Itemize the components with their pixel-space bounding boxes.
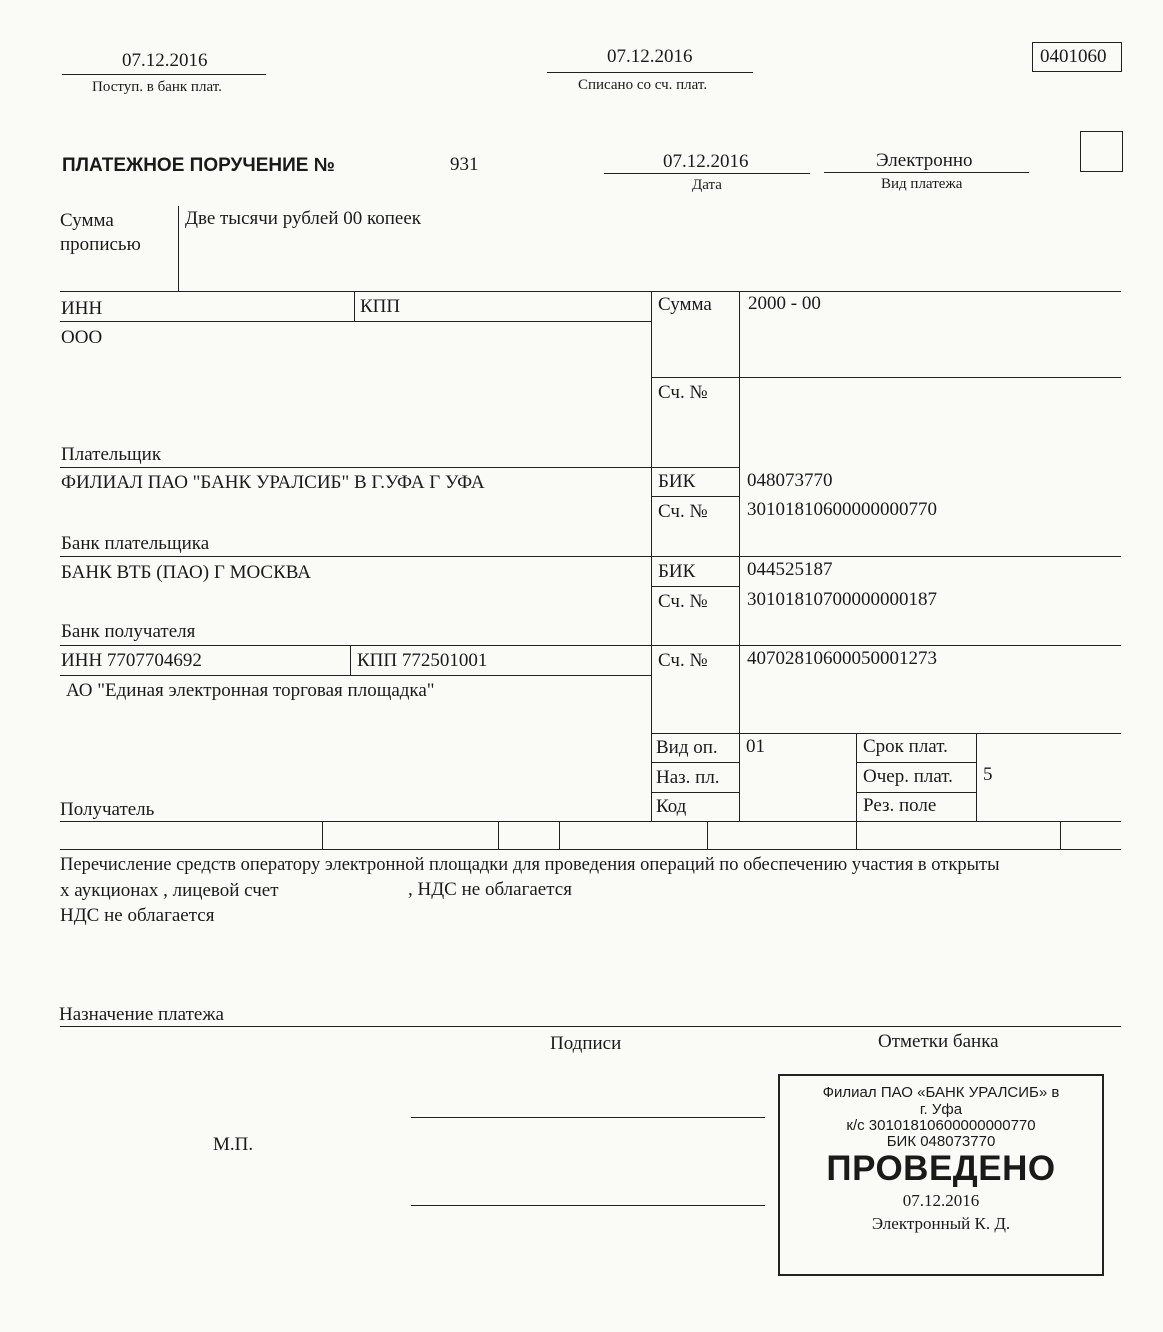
stamp-line-4: БИК 048073770 bbox=[886, 1133, 996, 1150]
payer-bank-caption: Банк плательщика bbox=[61, 533, 210, 554]
details-top-line bbox=[651, 733, 1121, 734]
payee-bank-bik: 044525187 bbox=[747, 559, 833, 580]
payer-bank-bik: 048073770 bbox=[747, 470, 833, 491]
order-title: ПЛАТЕЖНОЕ ПОРУЧЕНИЕ № bbox=[62, 155, 335, 176]
payee-bank-name: БАНК ВТБ (ПАО) Г МОСКВА bbox=[61, 562, 311, 583]
payer-bank-account-label: Сч. № bbox=[658, 501, 708, 522]
received-caption: Поступ. в банк плат. bbox=[92, 79, 222, 95]
bank-marks-label: Отметки банка bbox=[878, 1031, 999, 1052]
order-date: 07.12.2016 bbox=[663, 151, 749, 172]
amount-line bbox=[651, 377, 1121, 378]
payee-inn: ИНН 7707704692 bbox=[61, 650, 202, 671]
order-date-line bbox=[604, 173, 810, 174]
payer-inn-label: ИНН bbox=[61, 298, 103, 319]
op-type-value: 01 bbox=[746, 736, 765, 757]
stamp-place-label: М.П. bbox=[213, 1134, 254, 1155]
reserve-label: Рез. поле bbox=[863, 795, 937, 816]
signatures-label: Подписи bbox=[550, 1033, 622, 1054]
priority-line bbox=[856, 792, 976, 793]
amount-words-divider bbox=[178, 206, 179, 292]
payer-caption: Плательщик bbox=[61, 444, 162, 465]
received-date-line bbox=[62, 74, 266, 75]
debited-date: 07.12.2016 bbox=[607, 46, 693, 67]
payer-amount-label: Сумма bbox=[658, 294, 712, 315]
term-label: Срок плат. bbox=[863, 736, 948, 757]
payment-type-line bbox=[824, 172, 1029, 173]
payer-bank-bik-label: БИК bbox=[658, 471, 696, 492]
tax-cell-divider-3 bbox=[559, 821, 560, 849]
signature-line-2 bbox=[411, 1205, 765, 1206]
purpose-line-2a: х аукционах , лицевой счет bbox=[60, 880, 279, 901]
stamp-date: 07.12.2016 bbox=[902, 1191, 980, 1210]
received-date: 07.12.2016 bbox=[122, 50, 208, 71]
term-line bbox=[856, 762, 976, 763]
payer-account-label: Сч. № bbox=[658, 382, 708, 403]
tax-cell-divider-6 bbox=[1060, 821, 1061, 849]
order-date-caption: Дата bbox=[692, 177, 722, 193]
payer-account-bottom-line bbox=[651, 467, 739, 468]
form-code: 0401060 bbox=[1040, 46, 1107, 67]
stamp-status: ПРОВЕДЕНО bbox=[826, 1149, 1056, 1188]
stamp-line-1: Филиал ПАО «БАНК УРАЛСИБ» в bbox=[822, 1084, 1060, 1101]
payee-name: АО "Единая электронная торговая площадка" bbox=[66, 680, 435, 701]
purpose-line bbox=[60, 1026, 1121, 1027]
priority-label: Очер. плат. bbox=[863, 766, 953, 787]
purpose-line-3: НДС не облагается bbox=[60, 905, 215, 926]
details-vertical-3 bbox=[856, 733, 857, 821]
amount-words-label-2: прописью bbox=[60, 234, 141, 255]
op-type-label: Вид оп. bbox=[656, 737, 718, 758]
details-vertical-4 bbox=[976, 733, 977, 821]
op-type-line bbox=[651, 762, 739, 763]
bank-stamp bbox=[778, 1074, 1104, 1276]
tax-cell-divider-2 bbox=[498, 821, 499, 849]
amount-words-label-1: Сумма bbox=[60, 210, 114, 231]
tax-cell-divider-1 bbox=[322, 821, 323, 849]
form-code-box bbox=[1032, 42, 1122, 72]
payee-bank-line bbox=[60, 645, 1121, 646]
empty-code-box bbox=[1080, 131, 1123, 172]
stamp-line-2: г. Уфа bbox=[919, 1101, 963, 1118]
payer-bank-account: 30101810600000000770 bbox=[747, 499, 937, 520]
purpose-caption: Назначение платежа bbox=[59, 1004, 224, 1025]
tax-row-top-line bbox=[60, 821, 1121, 822]
amount-words-value: Две тысячи рублей 00 копеек bbox=[185, 208, 422, 229]
payee-bank-account: 30101810700000000187 bbox=[747, 589, 937, 610]
payer-kpp-label: КПП bbox=[360, 296, 401, 317]
grid-top-line bbox=[60, 291, 1121, 292]
priority-value: 5 bbox=[983, 764, 993, 785]
debited-caption: Списано со сч. плат. bbox=[578, 77, 708, 93]
payee-account: 40702810600050001273 bbox=[747, 648, 937, 669]
purpose-line-1: Перечисление средств оператору электронной площадки для проведения операций по обеспечению участия в открыты bbox=[60, 855, 1000, 875]
purpose-code-line bbox=[651, 792, 739, 793]
purpose-code-label: Наз. пл. bbox=[656, 767, 720, 788]
payee-inn-line bbox=[60, 675, 651, 676]
payee-account-label: Сч. № bbox=[658, 650, 708, 671]
tax-cell-divider-4 bbox=[707, 821, 708, 849]
payment-type: Электронно bbox=[876, 150, 973, 171]
payee-kpp: КПП 772501001 bbox=[357, 650, 488, 671]
purpose-line-2b: , НДС не облагается bbox=[408, 879, 572, 900]
tax-cell-divider-5 bbox=[856, 821, 857, 849]
payer-bank-name: ФИЛИАЛ ПАО "БАНК УРАЛСИБ" В Г.УФА Г УФА bbox=[61, 472, 485, 493]
payer-line bbox=[60, 467, 651, 468]
payee-bank-account-label: Сч. № bbox=[658, 591, 708, 612]
payee-bank-caption: Банк получателя bbox=[61, 621, 196, 642]
payment-type-caption: Вид платежа bbox=[881, 176, 963, 192]
payee-bank-bik-label: БИК bbox=[658, 561, 696, 582]
payee-caption: Получатель bbox=[60, 799, 155, 820]
payer-name: ООО bbox=[61, 327, 103, 348]
payer-bank-line bbox=[60, 556, 1121, 557]
payer-inn-kpp-divider bbox=[354, 291, 355, 321]
payer-inn-line bbox=[60, 321, 651, 322]
debited-date-line bbox=[547, 72, 753, 73]
tax-row-bottom-line bbox=[60, 849, 1121, 850]
stamp-line-3: к/с 30101810600000000770 bbox=[846, 1117, 1036, 1134]
payee-bank-bik-line bbox=[651, 586, 739, 587]
stamp-operator: Электронный К. Д. bbox=[871, 1214, 1011, 1233]
code-label: Код bbox=[656, 796, 687, 817]
payer-bank-bik-line bbox=[651, 496, 739, 497]
signature-line-1 bbox=[411, 1117, 765, 1118]
payer-amount-value: 2000 - 00 bbox=[748, 293, 821, 314]
payee-inn-kpp-divider bbox=[350, 645, 351, 675]
order-number: 931 bbox=[450, 154, 479, 175]
